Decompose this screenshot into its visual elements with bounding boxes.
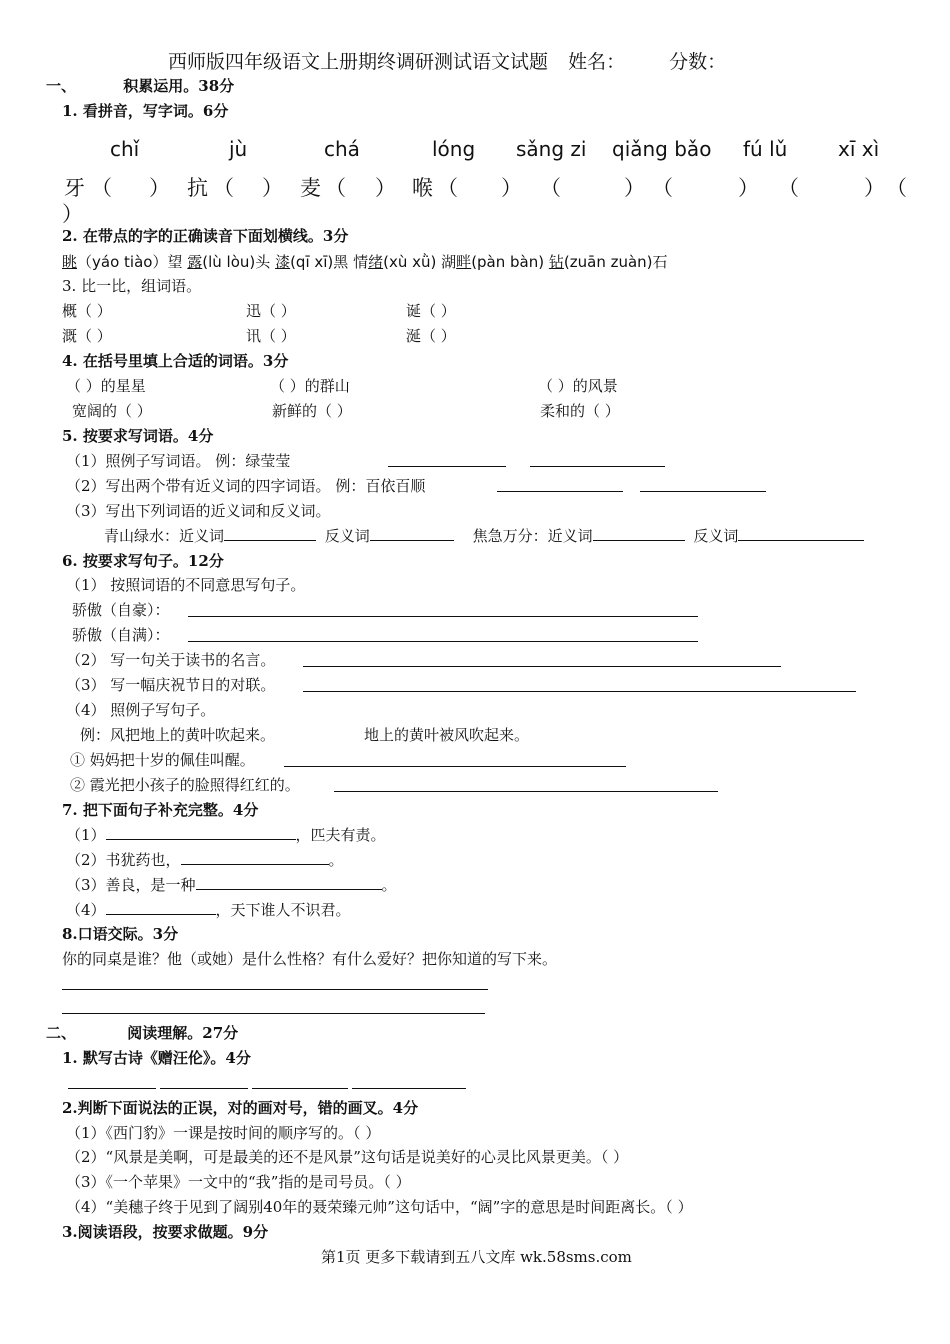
paren-close: ） — [375, 176, 396, 200]
exam-title — [168, 50, 726, 74]
q5-line4 — [104, 526, 864, 546]
q7-label: （4） — [66, 901, 106, 919]
q6-line: （1） 按照词语的不同意思写句子。 — [66, 576, 306, 594]
q7-label: 。 — [381, 876, 397, 894]
answer-line[interactable] — [284, 766, 626, 767]
part2-heading — [46, 1023, 238, 1043]
word-rest: 情 — [353, 253, 369, 271]
q4-item: （ ）的群山 — [270, 377, 350, 395]
poem-line-1[interactable] — [68, 1088, 156, 1089]
word-rest: 黑 — [333, 253, 349, 271]
pron-options: (qī xī) — [290, 253, 334, 271]
paren-open: （ — [886, 176, 907, 200]
word-rest: 望 — [167, 253, 183, 271]
pinyin-5: sǎng zi — [516, 137, 587, 161]
q3-title: 3. 比一比，组词语。 — [62, 277, 202, 295]
p2-q3-title: 3.阅读语段，按要求做题。9分 — [62, 1223, 269, 1241]
pron-options: (xù xǜ) — [383, 253, 437, 271]
name-label: 姓名： — [568, 51, 626, 73]
paren-close: ） — [864, 176, 885, 200]
q7-label: （2）书犹药也， — [66, 851, 181, 869]
q2-items — [62, 252, 668, 272]
pron-options: （yáo tiào） — [77, 253, 168, 271]
q5-title: 5. 按要求写词语。4分 — [62, 427, 214, 445]
paren-close: ） — [62, 202, 83, 226]
answer-blank[interactable] — [106, 900, 216, 915]
p2-q2-title: 2.判断下面说法的正误，对的画对号，错的画叉。4分 — [62, 1099, 419, 1117]
q5-label: 青山绿水：近义词 — [104, 527, 225, 545]
paren-open: （ — [213, 176, 234, 200]
paren-open: （ — [91, 176, 112, 200]
dotted-char: 眺 — [62, 253, 78, 271]
q5-line1: （1）照例子写词语。 例：绿莹莹 — [66, 452, 291, 470]
q3-cell: 概（ ） — [62, 302, 112, 320]
q6-line: （3） 写一幅庆祝节日的对联。 — [66, 676, 276, 694]
paren-close: ） — [501, 176, 522, 200]
q3-cell: 迅（ ） — [246, 302, 296, 320]
pinyin-6: qiǎng bǎo — [612, 137, 712, 161]
q8-prompt: 你的同桌是谁？他（或她）是什么性格？有什么爱好？把你知道的写下来。 — [62, 950, 558, 968]
q4-title: 4. 在括号里填上合适的词语。3分 — [62, 352, 289, 370]
pinyin-2: jù — [229, 137, 248, 161]
q5-label: 反义词 — [324, 527, 370, 545]
page-footer: 第1页 更多下载请到五八文库 wk.58sms.com — [321, 1248, 632, 1266]
word-rest: 湖 — [441, 253, 457, 271]
pinyin-8: xī xì — [838, 137, 880, 161]
part1-title: 积累运用。38分 — [123, 77, 235, 95]
char-kang: 抗 — [187, 176, 208, 200]
q6-line: （2） 写一句关于读书的名言。 — [66, 651, 276, 669]
q7-line — [66, 900, 351, 920]
dotted-char: 绪 — [368, 253, 384, 271]
q4-item: 新鲜的（ ） — [272, 402, 352, 420]
pinyin-4: lóng — [432, 137, 476, 161]
paren-close: ） — [262, 176, 283, 200]
answer-line[interactable] — [188, 641, 698, 642]
paren-open: （ — [540, 176, 561, 200]
paren-close: ） — [149, 176, 170, 200]
q4-item: （ ）的风景 — [538, 377, 618, 395]
part2-number: 二、 — [46, 1024, 77, 1042]
q5-label: 焦急万分：近义词 — [472, 527, 593, 545]
pinyin-3: chá — [324, 137, 360, 161]
paren-close: ） — [624, 176, 645, 200]
title-text: 西师版四年级语文上册期终调研测试语文试题 — [168, 51, 549, 73]
answer-blank[interactable] — [106, 825, 296, 840]
q7-title: 7. 把下面句子补充完整。4分 — [62, 801, 259, 819]
answer-line[interactable] — [303, 691, 856, 692]
q8-title: 8.口语交际。3分 — [62, 925, 179, 943]
q7-line — [66, 850, 344, 870]
paren-open: （ — [437, 176, 458, 200]
char-hou: 喉 — [412, 176, 433, 200]
paren-open: （ — [652, 176, 673, 200]
q5-line2: （2）写出两个带有近义词的四字词语。 例：百依百顺 — [66, 477, 426, 495]
q1-title: 1. 看拼音，写字词。6分 — [62, 102, 229, 120]
q7-label: 。 — [328, 851, 344, 869]
dotted-char: 钻 — [548, 253, 564, 271]
q7-label: ，天下谁人不识君。 — [215, 901, 351, 919]
poem-line-3[interactable] — [252, 1088, 348, 1089]
answer-line[interactable] — [62, 1013, 485, 1014]
q6-line: ② 霞光把小孩子的脸照得红红的。 — [70, 776, 300, 794]
answer-line[interactable] — [388, 466, 506, 467]
answer-blank[interactable] — [181, 850, 329, 865]
q6-line: 骄傲（自豪）： — [72, 601, 170, 619]
answer-line[interactable] — [530, 466, 665, 467]
part1-number: 一、 — [46, 77, 77, 95]
paren-close: ） — [738, 176, 759, 200]
q7-label: （1） — [66, 826, 106, 844]
q7-line — [66, 875, 397, 895]
answer-blank[interactable] — [593, 526, 685, 541]
answer-line[interactable] — [62, 989, 488, 990]
q4-item: （ ）的星星 — [66, 377, 146, 395]
part2-title: 阅读理解。27分 — [127, 1024, 239, 1042]
pinyin-7: fú lǔ — [743, 137, 788, 161]
q2-title: 2. 在带点的字的正确读音下面划横线。3分 — [62, 227, 349, 245]
q4-item: 柔和的（ ） — [540, 402, 620, 420]
pron-options: (lù lòu) — [202, 253, 256, 271]
answer-line[interactable] — [303, 666, 781, 667]
dotted-char: 漆 — [275, 253, 291, 271]
dotted-char: 露 — [187, 253, 203, 271]
judge-item: （4）“美穗子终于见到了阔别40年的聂荣臻元帅”这句话中，“阔”字的意思是时间距离长。（ ） — [66, 1198, 693, 1216]
q6-line: （4） 照例子写句子。 — [66, 701, 216, 719]
judge-item: （2）“风景是美啊，可是最美的还不是风景”这句话是说美好的心灵比风景更美。（ ） — [66, 1148, 629, 1166]
q7-line — [66, 825, 386, 845]
pinyin-1: chǐ — [110, 137, 140, 161]
answer-blank[interactable] — [224, 526, 316, 541]
answer-blank[interactable] — [738, 526, 864, 541]
poem-line-4[interactable] — [352, 1088, 466, 1089]
q6-line: ① 妈妈把十岁的佩佳叫醒。 — [70, 751, 255, 769]
answer-line[interactable] — [188, 616, 698, 617]
char-ya: 牙 — [64, 176, 85, 200]
answer-blank[interactable] — [370, 526, 454, 541]
judge-item: （1）《西门豹》一课是按时间的顺序写的。（ ） — [66, 1124, 381, 1142]
judge-item: （3）《一个苹果》一文中的“我”指的是司号员。（ ） — [66, 1173, 411, 1191]
q7-label: （3）善良，是一种 — [66, 876, 196, 894]
answer-line[interactable] — [334, 791, 718, 792]
q6-line: 骄傲（自满）： — [72, 626, 170, 644]
score-label: 分数： — [669, 51, 727, 73]
pron-options: (zuān zuàn) — [563, 253, 653, 271]
word-rest: 头 — [255, 253, 271, 271]
q3-cell: 溉（ ） — [62, 327, 112, 345]
poem-line-2[interactable] — [160, 1088, 248, 1089]
q5-line3: （3）写出下列词语的近义词和反义词。 — [66, 502, 331, 520]
q6-example: 例：风把地上的黄叶吹起来。 — [80, 726, 276, 744]
answer-line[interactable] — [497, 491, 623, 492]
q6-title: 6. 按要求写句子。12分 — [62, 552, 224, 570]
paren-open: （ — [325, 176, 346, 200]
q3-cell: 诞（ ） — [406, 302, 456, 320]
q5-label: 反义词 — [693, 527, 739, 545]
answer-blank[interactable] — [196, 875, 382, 890]
part1-heading — [46, 76, 234, 96]
q4-item: 宽阔的（ ） — [72, 402, 152, 420]
q3-cell: 讯（ ） — [246, 327, 296, 345]
q7-label: ，匹夫有责。 — [295, 826, 386, 844]
char-mai: 麦 — [300, 176, 321, 200]
p2-q1-title: 1. 默写古诗《赠汪伦》。4分 — [62, 1049, 251, 1067]
word-rest: 石 — [652, 253, 668, 271]
q6-example: 地上的黄叶被风吹起来。 — [364, 726, 530, 744]
q3-cell: 涎（ ） — [406, 327, 456, 345]
paren-open: （ — [778, 176, 799, 200]
answer-line[interactable] — [640, 491, 766, 492]
dotted-char: 畔 — [456, 253, 472, 271]
pron-options: (pàn bàn) — [471, 253, 545, 271]
